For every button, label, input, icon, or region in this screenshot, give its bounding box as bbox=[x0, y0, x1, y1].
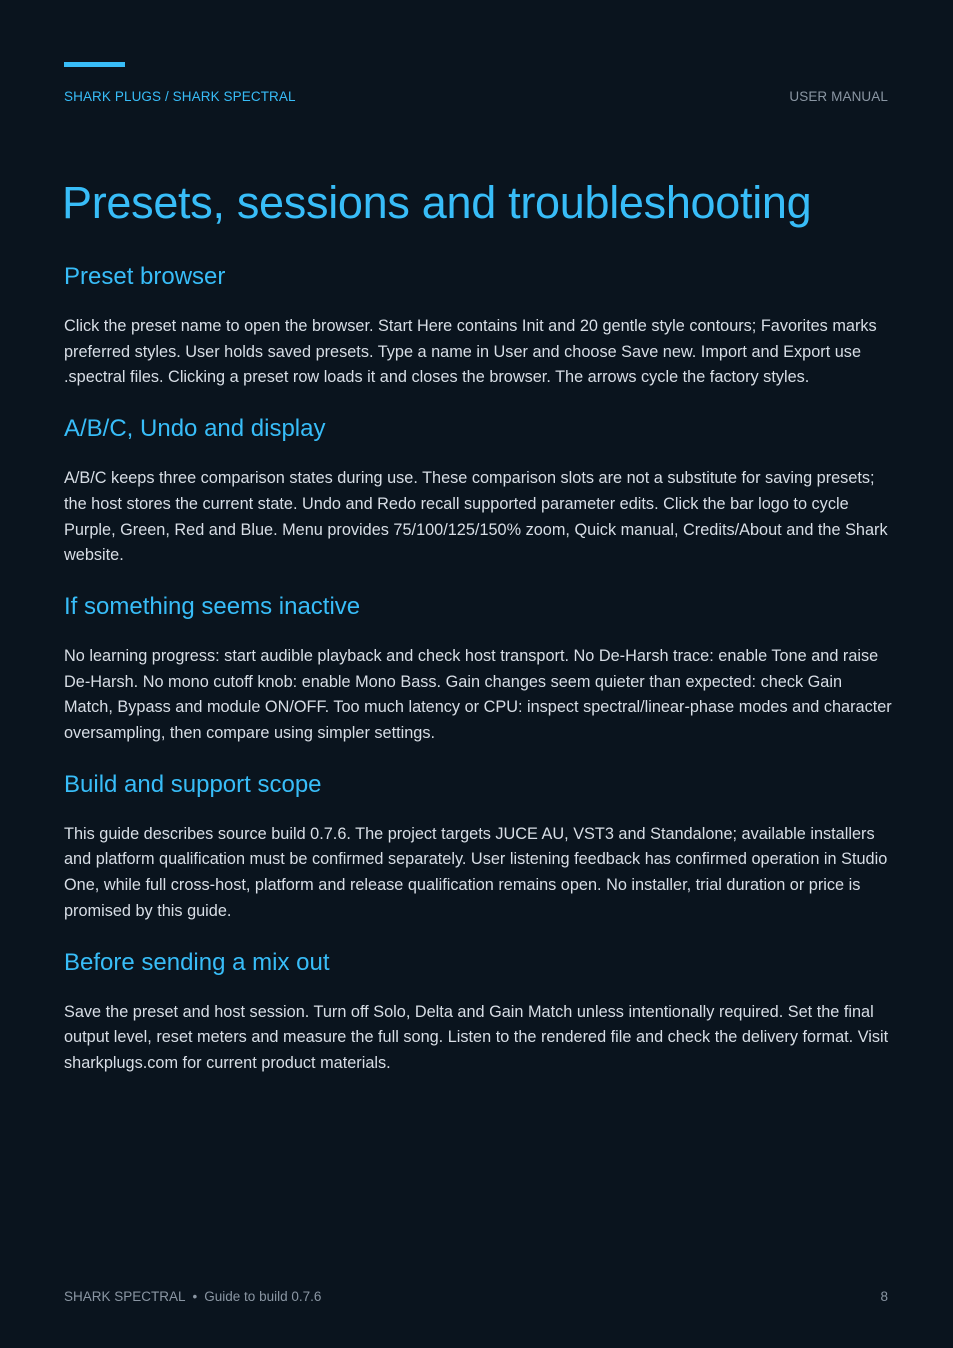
header-breadcrumb: SHARK PLUGS / SHARK SPECTRAL bbox=[64, 89, 296, 104]
footer-product: SHARK SPECTRAL bbox=[64, 1289, 186, 1304]
section-body-inactive: No learning progress: start audible playback and check host transport. No De-Harsh trace: enable Tone and raise De-Harsh. No mono cutoff knob: enable Mono Bass. Gain changes seem quieter than expected: check Gain Match, Bypass and module ON/OFF. Too much latency or CPU: inspect spectral/linear-phase modes and character oversampling, then compare using simpler settings. bbox=[64, 646, 892, 743]
section-heading-abc-undo-display: A/B/C, Undo and display bbox=[64, 415, 326, 443]
footer-separator: • bbox=[192, 1289, 198, 1304]
section-body-abc-undo-display: A/B/C keeps three comparison states during use. These comparison slots are not a substitute for saving presets; the host stores the current state. Undo and Redo recall supported parameter edits. Click the bar logo to cycle Purple, Green, Red and Blue. Menu provides 75/100/125/150% zoom, Quick manual, Credits/About and the Shark website. bbox=[64, 469, 888, 565]
footer-info bbox=[64, 1289, 321, 1304]
page-number: 8 bbox=[880, 1289, 888, 1304]
header-doc-type: USER MANUAL bbox=[789, 89, 888, 104]
footer-guide: Guide to build 0.7.6 bbox=[204, 1289, 322, 1304]
content bbox=[64, 262, 892, 1100]
section-body-preset-browser: Click the preset name to open the browser. Start Here contains Init and 20 gentle style contours; Favorites marks preferred styles. User holds saved presets. Type a name in User and choose Save new. Import and Export use .spectral files. Clicking a preset row loads it and closes the browser. The arrows cycle the factory styles. bbox=[64, 317, 877, 387]
section-heading-preset-browser: Preset browser bbox=[64, 263, 226, 290]
section-heading-build-support: Build and support scope bbox=[64, 770, 322, 798]
section-body-build-support: This guide describes source build 0.7.6. The project targets JUCE AU, VST3 and Standalone; available installers and platform qualification must be confirmed separately. User listening feedback has confirmed operation in Studio One, while full cross-host, platform and release qualification remains open. No installer, trial duration or price is promised by this guide. bbox=[64, 824, 888, 920]
accent-bar bbox=[64, 62, 125, 67]
section-body-before-sending: Save the preset and host session. Turn off Solo, Delta and Gain Match unless intentionally required. Set the final output level, reset meters and measure the full song. Listen to the rendered file and check the delivery format. Visit sharkplugs.com for current product materials. bbox=[64, 1002, 889, 1072]
section-heading-inactive: If something seems inactive bbox=[64, 592, 361, 620]
section-heading-before-sending: Before sending a mix out bbox=[64, 948, 330, 976]
page-title: Presets, sessions and troubleshooting bbox=[62, 177, 812, 228]
